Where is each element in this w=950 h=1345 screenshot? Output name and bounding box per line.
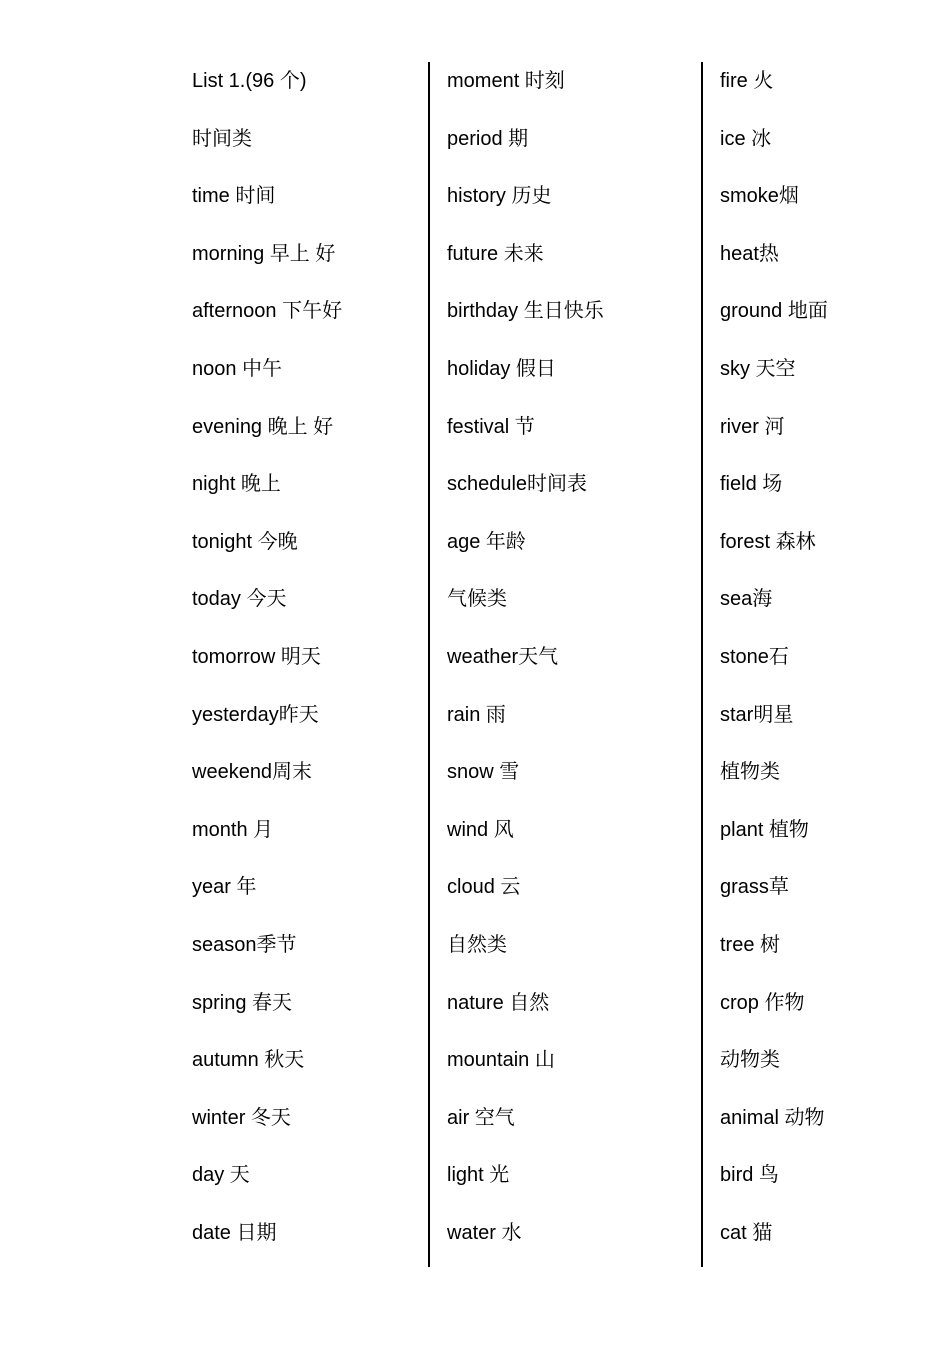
vocabulary-column-3 bbox=[720, 54, 920, 1263]
vocab-entry: autumn 秋天 bbox=[192, 1049, 305, 1072]
category-heading-nature: 自然类 bbox=[447, 933, 507, 956]
vocab-entry: tree 树 bbox=[720, 933, 781, 956]
list-title: List 1.(96 个) bbox=[192, 70, 307, 92]
vocab-entry: day 天 bbox=[192, 1164, 250, 1187]
column-divider-1 bbox=[428, 62, 430, 1267]
vocab-entry: nature 自然 bbox=[447, 991, 550, 1014]
vocab-entry: evening 晚上 好 bbox=[192, 415, 334, 438]
category-heading-climate: 气候类 bbox=[447, 588, 507, 611]
vocab-entry: noon 中午 bbox=[192, 357, 283, 380]
vocab-entry: tomorrow 明天 bbox=[192, 645, 321, 668]
vocab-entry: sea海 bbox=[720, 588, 773, 611]
vocab-entry: mountain 山 bbox=[447, 1049, 555, 1072]
vocab-entry: period 期 bbox=[447, 127, 529, 150]
vocab-entry: night 晚上 bbox=[192, 473, 281, 496]
vocab-entry: river 河 bbox=[720, 415, 785, 438]
vocab-entry: future 未来 bbox=[447, 242, 544, 265]
vocab-entry: air 空气 bbox=[447, 1106, 515, 1129]
vocab-entry: morning 早上 好 bbox=[192, 242, 336, 265]
vocab-entry: age 年龄 bbox=[447, 530, 526, 553]
vocab-entry: festival 节 bbox=[447, 415, 535, 438]
vocab-entry: wind 风 bbox=[447, 818, 514, 841]
vocab-entry: date 日期 bbox=[192, 1221, 277, 1244]
vocab-entry: star明星 bbox=[720, 703, 794, 726]
vocab-entry: time 时间 bbox=[192, 185, 276, 208]
vocab-entry: forest 森林 bbox=[720, 530, 816, 553]
vocab-entry: season季节 bbox=[192, 933, 297, 956]
vocab-entry: animal 动物 bbox=[720, 1106, 825, 1129]
vocab-entry: plant 植物 bbox=[720, 818, 809, 841]
vocab-entry: light 光 bbox=[447, 1164, 510, 1187]
vocab-entry: year 年 bbox=[192, 876, 257, 899]
vocab-entry: history 历史 bbox=[447, 185, 552, 208]
vocab-entry: moment 时刻 bbox=[447, 70, 565, 92]
vocab-entry: schedule时间表 bbox=[447, 473, 588, 496]
vocab-entry: month 月 bbox=[192, 818, 274, 841]
vocab-entry: fire 火 bbox=[720, 70, 774, 92]
vocab-entry: winter 冬天 bbox=[192, 1106, 291, 1129]
vocab-entry: snow 雪 bbox=[447, 761, 520, 784]
vocab-entry: cloud 云 bbox=[447, 876, 521, 899]
category-heading-plants: 植物类 bbox=[720, 761, 780, 784]
vocab-entry: today 今天 bbox=[192, 588, 287, 611]
vocab-entry: rain 雨 bbox=[447, 703, 506, 726]
vocab-entry: weekend周末 bbox=[192, 761, 313, 784]
vocabulary-column-2 bbox=[447, 54, 697, 1263]
vocab-entry: water 水 bbox=[447, 1221, 522, 1244]
vocab-entry: crop 作物 bbox=[720, 991, 805, 1014]
category-heading-time: 时间类 bbox=[192, 127, 252, 150]
vocab-entry: afternoon 下午好 bbox=[192, 300, 343, 323]
vocab-entry: yesterday昨天 bbox=[192, 703, 319, 726]
vocab-entry: holiday 假日 bbox=[447, 357, 556, 380]
vocab-entry: ground 地面 bbox=[720, 300, 828, 323]
vocab-entry: bird 鸟 bbox=[720, 1164, 779, 1187]
vocab-entry: smoke烟 bbox=[720, 185, 799, 208]
vocab-entry: stone石 bbox=[720, 645, 789, 668]
vocab-entry: weather天气 bbox=[447, 645, 559, 668]
column-divider-2 bbox=[701, 62, 703, 1267]
vocab-entry: grass草 bbox=[720, 876, 789, 899]
vocab-entry: spring 春天 bbox=[192, 991, 293, 1014]
vocab-entry: field 场 bbox=[720, 473, 783, 496]
vocab-entry: birthday 生日快乐 bbox=[447, 300, 604, 323]
vocab-entry: tonight 今晚 bbox=[192, 530, 298, 553]
vocabulary-column-1 bbox=[192, 54, 422, 1263]
vocab-entry: cat 猫 bbox=[720, 1221, 773, 1244]
category-heading-animals: 动物类 bbox=[720, 1049, 780, 1072]
vocab-entry: heat热 bbox=[720, 242, 779, 265]
vocab-entry: ice 冰 bbox=[720, 127, 772, 150]
vocab-entry: sky 天空 bbox=[720, 357, 796, 380]
